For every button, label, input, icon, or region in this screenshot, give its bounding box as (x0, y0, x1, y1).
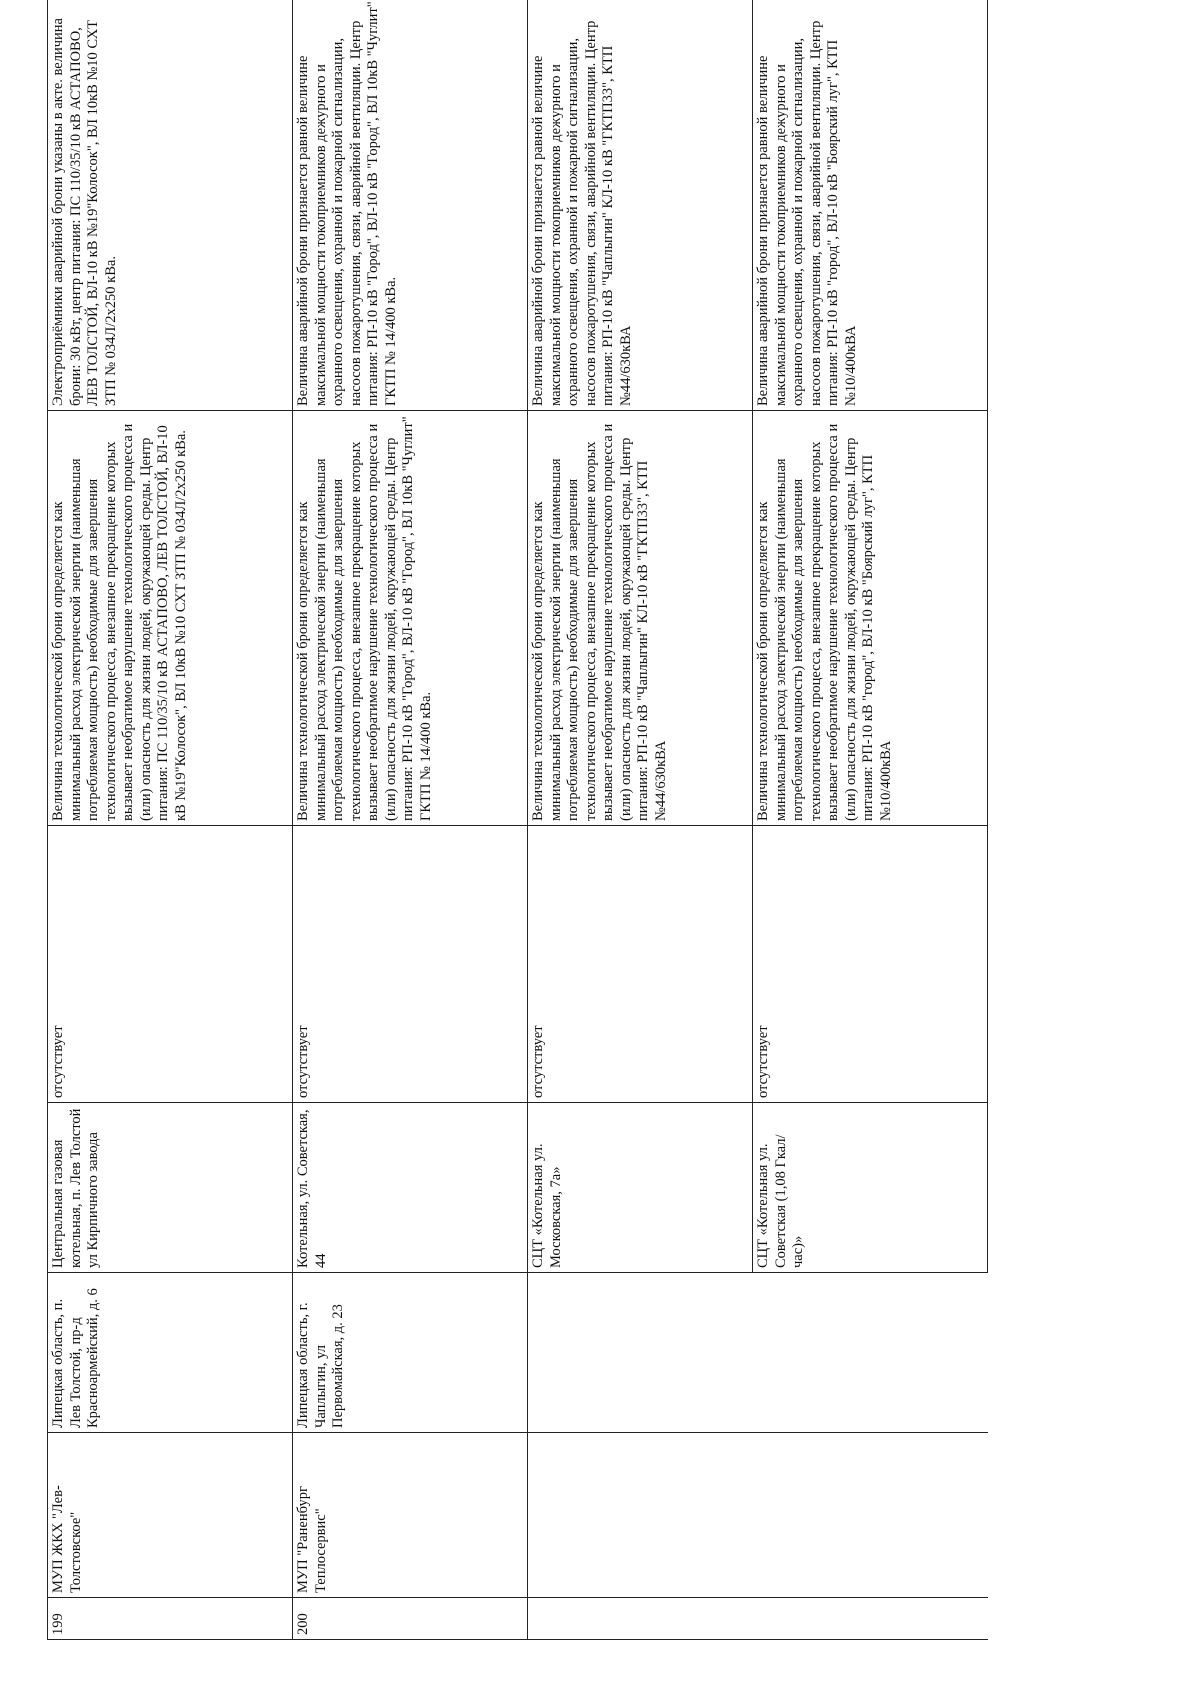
organization-name: МУП "Раненбург Теплосервис" (293, 1433, 528, 1598)
row-number (528, 1598, 753, 1640)
technological-reserve: Величина технологической брони определяется как минимальный расход электрической энергии (наименьшая потребляемая мощность) необходимые для завершения технологического процесса, внезапное прекращение которых вызывает необратимое нарушение технологического процесса и (или) опасность для жизни людей, окружающей среды. Центр питания: РП-10 кВ "Чаплыгин" КЛ-10 кВ "ГКТП33", КТП №44/630кВА (528, 411, 753, 826)
row-number: 199 (48, 1598, 293, 1640)
organization-name: МУП ЖКХ "Лев-Толстовское" (48, 1433, 293, 1598)
organization-name (753, 1433, 988, 1598)
table-row (293, 0, 528, 1640)
table-row (753, 0, 988, 1640)
reserve-table (47, 0, 988, 1640)
emergency-reserve: Величина аварийной брони признается равной величине максимальной мощности токоприемников дежурного и охранного освещения, охранной и пожарной сигнализации, насосов пожаротушения, связи, аварийной вентиляции. Центр питания: РП-10 кВ "Город", ВЛ-10 кВ "Город", ВЛ 10кВ "Чуглит" ГКТП № 14/400 кВа. (293, 0, 528, 411)
object-name: СЦТ «Котельная ул. Московская, 7а» (528, 1103, 753, 1273)
absent-value: отсутствует (753, 826, 988, 1103)
emergency-reserve: Величина аварийной брони признается равной величине максимальной мощности токоприемников дежурного и охранного освещения, охранной и пожарной сигнализации, насосов пожаротушения, связи, аварийной вентиляции. Центр питания: РП-10 кВ "город", ВЛ-10 кВ "Боярский луг", КТП №10/400кВА (753, 0, 988, 411)
emergency-reserve: Электроприёмники аварийной брони указаны в акте. величина брони: 30 кВт, центр питания: ПС 110/35/10 кВ АСТАПОВО, ЛЕВ ТОЛСТОЙ, ВЛ-10 кВ №19"Колосок", ВЛ 10кВ №10 СХТ ЗТП № 034Л/2х250 кВа. (48, 0, 293, 411)
table-row (528, 0, 753, 1640)
object-name: Центральная газовая котельная, п. Лев Толстой ул Кирпичного завода (48, 1103, 293, 1273)
absent-value: отсутствует (293, 826, 528, 1103)
object-name: Котельная, ул. Советская, 44 (293, 1103, 528, 1273)
technological-reserve: Величина технологической брони определяется как минимальный расход электрической энергии (наименьшая потребляемая мощность) необходимые для завершения технологического процесса, внезапное прекращение которых вызывает необратимое нарушение технологического процесса и (или) опасность для жизни людей, окружающей среды. Центр питания: РП-10 кВ "город", ВЛ-10 кВ "Боярский луг", КТП №10/400кВА (753, 411, 988, 826)
absent-value: отсутствует (528, 826, 753, 1103)
organization-name (528, 1433, 753, 1598)
organization-address (528, 1273, 753, 1433)
technological-reserve: Величина технологической брони определяется как минимальный расход электрической энергии (наименьшая потребляемая мощность) необходимые для завершения технологического процесса, внезапное прекращение которых вызывает необратимое нарушение технологического процесса и (или) опасность для жизни людей, окружающей среды. Центр питания: ПС 110/35/10 кВ АСТАПОВО, ЛЕВ ТОЛСТОЙ, ВЛ-10 кВ №19"Колосок", ВЛ 10кВ №10 СХТ ЗТП № 034Л/2х250 кВа. (48, 411, 293, 826)
emergency-reserve: Величина аварийной брони признается равной величине максимальной мощности токоприемников дежурного и охранного освещения, охранной и пожарной сигнализации, насосов пожаротушения, связи, аварийной вентиляции. Центр питания: РП-10 кВ "Чаплыгин" КЛ-10 кВ "ГКТП33", КТП №44/630кВА (528, 0, 753, 411)
object-name: СЦТ «Котельная ул. Советская (1,08 Гкал/час)» (753, 1103, 988, 1273)
organization-address: Липецкая область, п. Лев Толстой, пр-д Красноармейский, д. 6 (48, 1273, 293, 1433)
row-number: 200 (293, 1598, 528, 1640)
organization-address: Липецкая область, г. Чаплыгин, ул Первомайская, д. 23 (293, 1273, 528, 1433)
row-number (753, 1598, 988, 1640)
table-row (48, 0, 293, 1640)
absent-value: отсутствует (48, 826, 293, 1103)
technological-reserve: Величина технологической брони определяется как минимальный расход электрической энергии (наименьшая потребляемая мощность) необходимые для завершения технологического процесса, внезапное прекращение которых вызывает необратимое нарушение технологического процесса и (или) опасность для жизни людей, окружающей среды. Центр питания: РП-10 кВ "Город", ВЛ-10 кВ "Город", ВЛ 10кВ "Чуглит" ГКТП № 14/400 кВа. (293, 411, 528, 826)
organization-address (753, 1273, 988, 1433)
